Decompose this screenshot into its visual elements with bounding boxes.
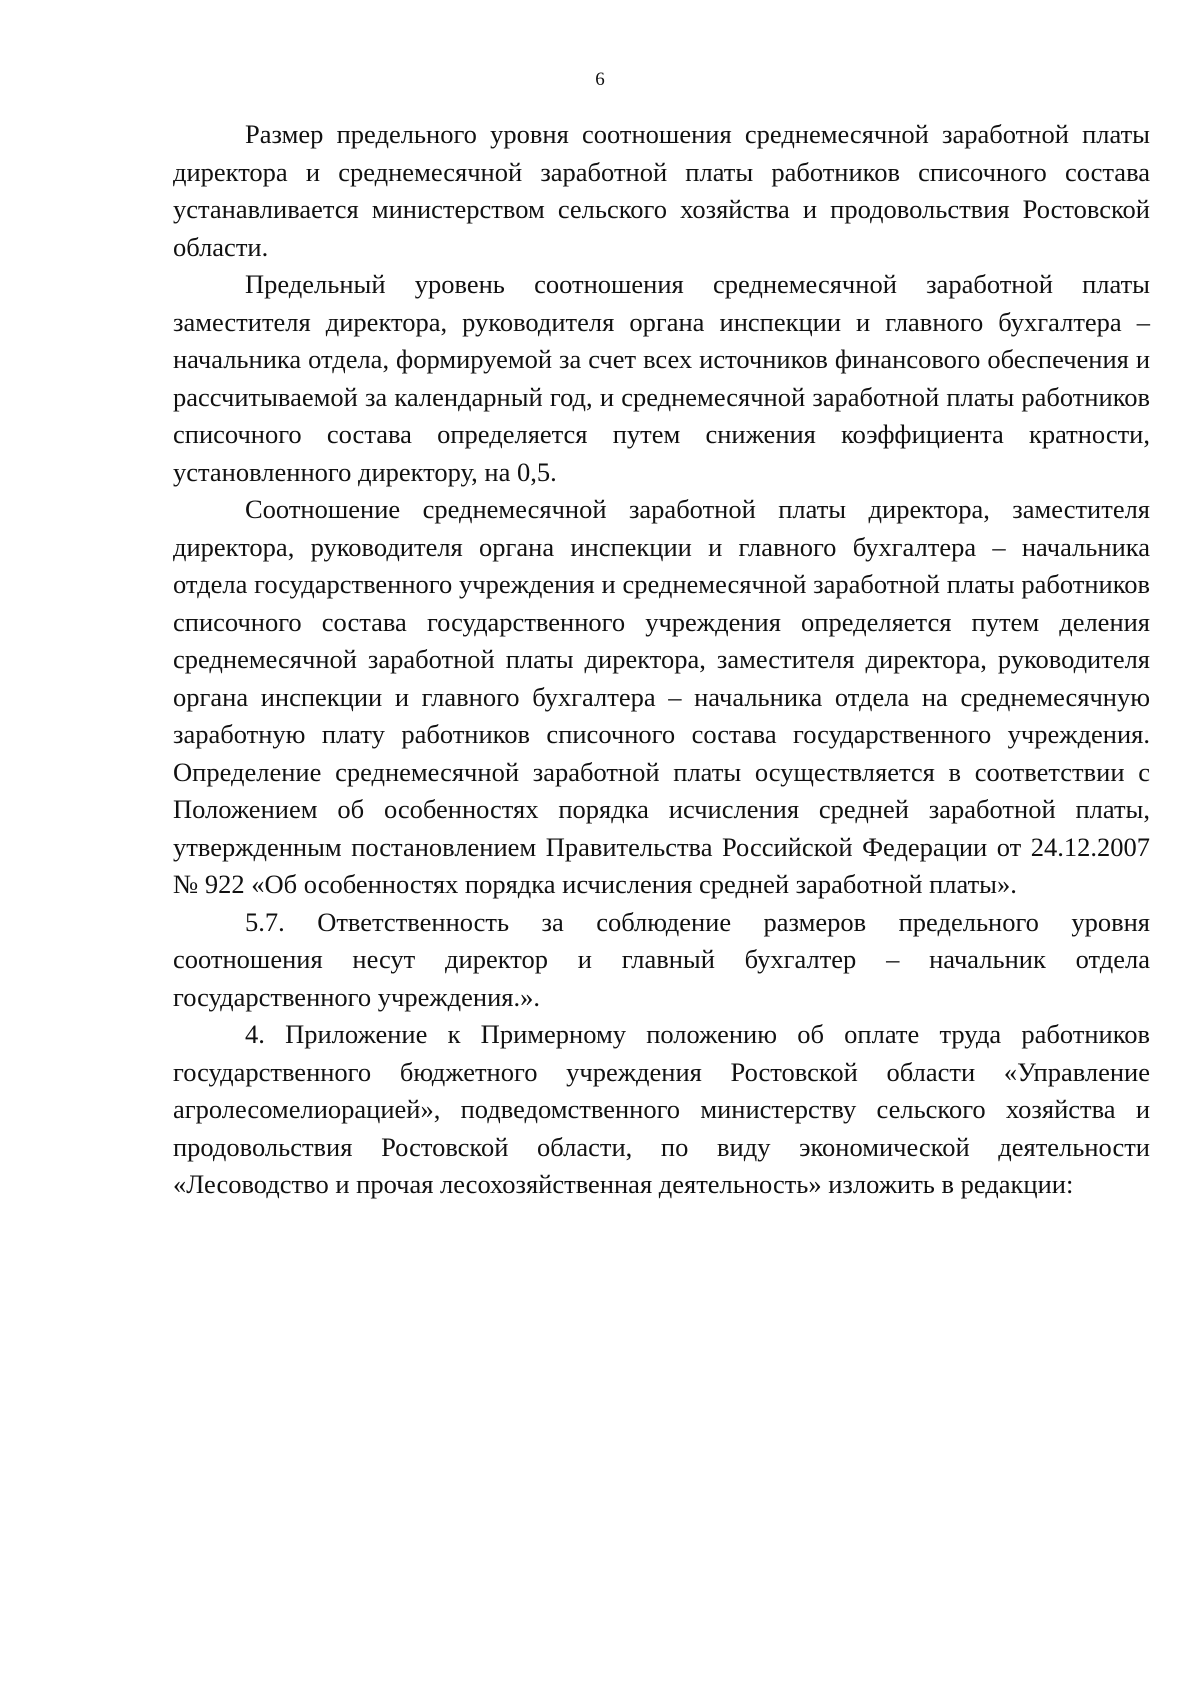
- document-body: [173, 116, 1150, 1204]
- paragraph-appendix-amendment: 4. Приложение к Примерному положению об оплате труда работников государственного бюджетного учреждения Ростовской области «Управление агролесомелиорацией», подведомственного министерству сельского хозяйства и продовольствия Ростовской области, по виду экономической деятельности «Лесоводство и прочая лесохозяйственная деятельность» изложить в редакции:: [173, 1019, 1150, 1199]
- page-number: 6: [595, 69, 605, 90]
- paragraph-ratio-calculation: Соотношение среднемесячной заработной платы директора, заместителя директора, руководителя органа инспекции и главного бухгалтера – начальника отдела государственного учреждения и среднемесячной заработной платы работников списочного состава государственного учреждения определяется путем деления среднемесячной заработной платы директора, заместителя директора, руководителя органа инспекции и главного бухгалтера – начальника отдела на среднемесячную заработную плату работников списочного состава государственного учреждения. Определение среднемесячной заработной платы осуществляется в соответствии с Положением об особенностях порядка исчисления средней заработной платы, утвержденным постановлением Правительства Российской Федерации от 24.12.2007 № 922 «Об особенностях порядка исчисления средней заработной платы».: [173, 494, 1150, 899]
- paragraph-salary-ratio-size: Размер предельного уровня соотношения среднемесячной заработной платы директора и среднемесячной заработной платы работников списочного состава устанавливается министерством сельского хозяйства и продовольствия Ростовской области.: [173, 119, 1150, 262]
- paragraph-deputy-ratio-limit: Предельный уровень соотношения среднемесячной заработной платы заместителя директора, руководителя органа инспекции и главного бухгалтера – начальника отдела, формируемой за счет всех источников финансового обеспечения и рассчитываемой за календарный год, и среднемесячной заработной платы работников списочного состава определяется путем снижения коэффициента кратности, установленного директору, на 0,5.: [173, 269, 1150, 487]
- paragraph-responsibility: 5.7. Ответственность за соблюдение размеров предельного уровня соотношения несут директор и главный бухгалтер – начальник отдела государственного учреждения.».: [173, 906, 1150, 1012]
